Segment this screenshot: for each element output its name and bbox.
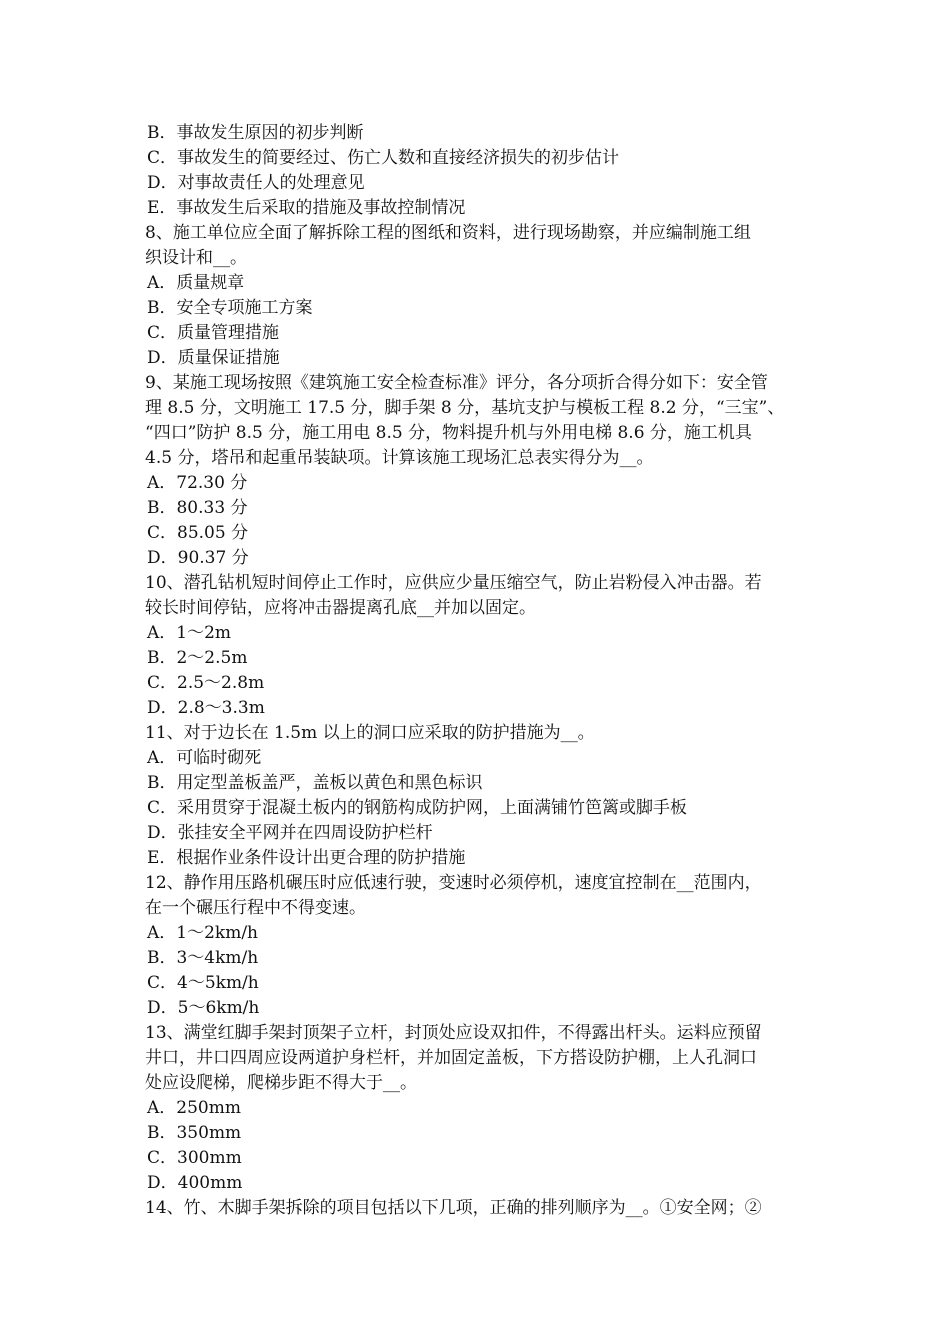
answer-option-line: B．3～4km/h (147, 948, 259, 968)
question-text-line: 织设计和__。 (145, 248, 247, 268)
question-text-line: 较长时间停钻，应将冲击器提离孔底__并加以固定。 (145, 598, 536, 618)
answer-option-line: B．2～2.5m (147, 648, 248, 668)
answer-option-line: D．张挂安全平网并在四周设防护栏杆 (147, 823, 433, 843)
answer-option-line: C．采用贯穿于混凝土板内的钢筋构成防护网，上面满铺竹笆篱或脚手板 (147, 798, 688, 818)
question-text-line: 4.5 分，塔吊和起重吊装缺项。计算该施工现场汇总表实得分为__。 (145, 448, 654, 468)
question-text-line: 12、静作用压路机碾压时应低速行驶，变速时必须停机，速度宜控制在__范围内， (145, 873, 762, 893)
answer-option-line: D．对事故责任人的处理意见 (147, 173, 365, 193)
answer-option-line: D．质量保证措施 (147, 348, 280, 368)
answer-option-line: E．根据作业条件设计出更合理的防护措施 (147, 848, 466, 868)
answer-option-line: C．85.05 分 (147, 523, 249, 543)
answer-option-line: B．用定型盖板盖严，盖板以黄色和黑色标识 (147, 773, 483, 793)
question-text-line: 11、对于边长在 1.5m 以上的洞口应采取的防护措施为__。 (145, 723, 595, 743)
question-text-line: 在一个碾压行程中不得变速。 (145, 898, 366, 918)
answer-option-line: C．2.5～2.8m (147, 673, 265, 693)
answer-option-line: D．90.37 分 (147, 548, 249, 568)
answer-option-line: A．质量规章 (147, 273, 245, 293)
question-text-line: 处应设爬梯，爬梯步距不得大于__。 (145, 1073, 417, 1093)
question-text-line: 井口，井口四周应设两道护身栏杆，并加固定盖板，下方搭设防护棚，上人孔洞口 (145, 1048, 757, 1068)
answer-option-line: B．事故发生原因的初步判断 (147, 123, 364, 143)
answer-option-line: C．事故发生的简要经过、伤亡人数和直接经济损失的初步估计 (147, 148, 620, 168)
question-text-line: 9、某施工现场按照《建筑施工安全检查标准》评分，各分项折合得分如下：安全管 (145, 373, 768, 393)
answer-option-line: B．350mm (147, 1123, 242, 1143)
answer-option-line: C．质量管理措施 (147, 323, 280, 343)
answer-option-line: A．1～2km/h (147, 923, 259, 943)
question-text-line: 13、满堂红脚手架封顶架子立杆，封顶处应设双扣件，不得露出杆头。运料应预留 (145, 1023, 762, 1043)
question-text-line: 10、潜孔钻机短时间停止工作时，应供应少量压缩空气，防止岩粉侵入冲击器。若 (145, 573, 762, 593)
answer-option-line: B．80.33 分 (147, 498, 248, 518)
question-text-line: 14、竹、木脚手架拆除的项目包括以下几项，正确的排列顺序为__。①安全网；② (145, 1198, 762, 1218)
answer-option-line: C．4～5km/h (147, 973, 259, 993)
document-body (145, 121, 810, 1221)
question-text-line: 8、施工单位应全面了解拆除工程的图纸和资料，进行现场勘察，并应编制施工组 (145, 223, 751, 243)
answer-option-line: E．事故发生后采取的措施及事故控制情况 (147, 198, 466, 218)
answer-option-line: A．1～2m (147, 623, 232, 643)
answer-option-line: A．可临时砌死 (147, 748, 262, 768)
answer-option-line: A．72.30 分 (147, 473, 248, 493)
answer-option-line: C．300mm (147, 1148, 242, 1168)
answer-option-line: B．安全专项施工方案 (147, 298, 313, 318)
answer-option-line: D．2.8～3.3m (147, 698, 265, 718)
answer-option-line: A．250mm (147, 1098, 241, 1118)
answer-option-line: D．400mm (147, 1173, 243, 1193)
answer-option-line: D．5～6km/h (147, 998, 260, 1018)
question-text-line: 理 8.5 分，文明施工 17.5 分，脚手架 8 分，基坑支护与模板工程 8.2 分，“三宝”、 (145, 398, 785, 418)
question-text-line: “四口”防护 8.5 分，施工用电 8.5 分，物料提升机与外用电梯 8.6 分，施工机具 (145, 423, 752, 443)
